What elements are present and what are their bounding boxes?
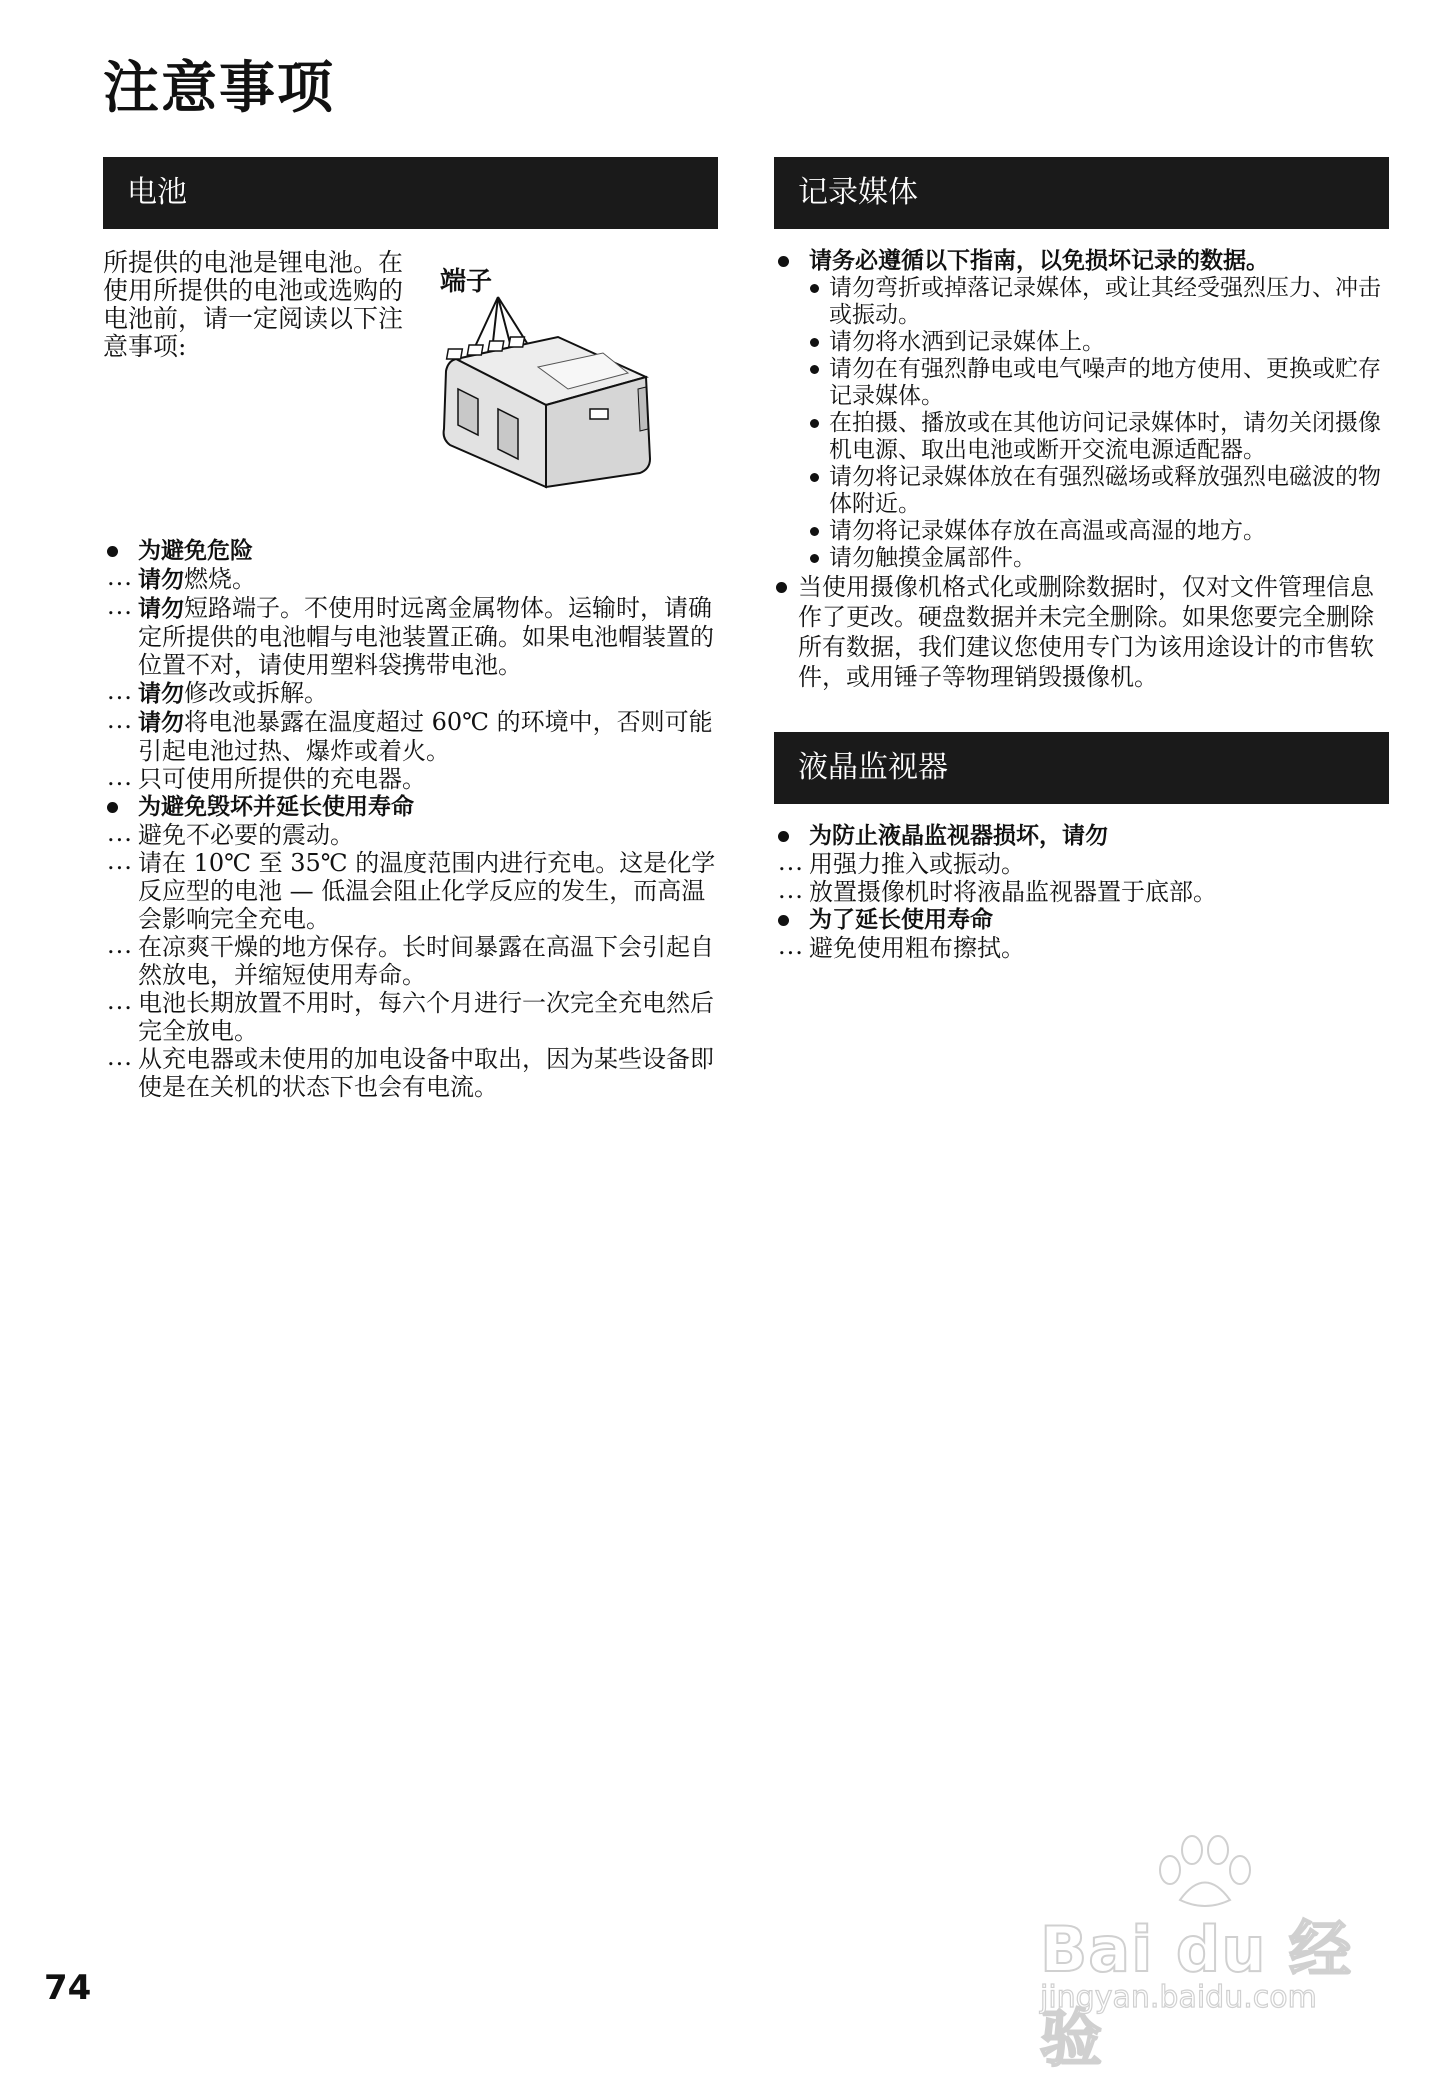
danger-item: ... 请勿短路端子。不使用时远离金属物体。运输时，请确定所提供的电池帽与电池装置正确。如果电池帽装置的位置不对，请使用塑料袋携带电池。 bbox=[103, 594, 718, 679]
battery-intro: 所提供的电池是锂电池。在使用所提供的电池或选购的电池前，请一定阅读以下注意事项: bbox=[103, 248, 404, 361]
media-format-note: 当使用摄像机格式化或删除数据时，仅对文件管理信息作了更改。硬盘数据并未完全删除。如果您要完全删除所有数据，我们建议您使用专门为该用途设计的市售软件，或用锤子等物理销毁摄像机。 bbox=[774, 572, 1389, 692]
media-guide-group bbox=[774, 275, 1389, 572]
media-notes bbox=[774, 247, 1389, 692]
page-title: 注意事项 bbox=[103, 56, 335, 121]
battery-notes bbox=[103, 537, 718, 1101]
media-guide-list bbox=[774, 275, 1389, 572]
damage-item: ... 在凉爽干燥的地方保存。长时间暴露在高温下会引起自然放电，并缩短使用寿命。 bbox=[103, 933, 718, 989]
damage-heading: 为避免毁坏并延长使用寿命 bbox=[103, 793, 718, 821]
media-guide-item: 请勿将记录媒体放在有强烈磁场或释放强烈电磁波的物体附近。 bbox=[774, 464, 1389, 518]
media-guide-item: 请勿触摸金属部件。 bbox=[774, 545, 1389, 572]
media-guide-item: 在拍摄、播放或在其他访问记录媒体时，请勿关闭摄像机电源、取出电池或断开交流电源适配器。 bbox=[774, 410, 1389, 464]
media-guide-item: 请勿在有强烈静电或电气噪声的地方使用、更换或贮存记录媒体。 bbox=[774, 356, 1389, 410]
terminal-label: 端子 bbox=[440, 267, 493, 297]
battery-section bbox=[103, 157, 718, 1101]
battery-intro-row bbox=[103, 229, 718, 509]
watermark-sub: jingyan.baidu.com bbox=[1040, 1980, 1317, 2015]
media-guide-item: 请勿将水洒到记录媒体上。 bbox=[774, 329, 1389, 356]
baidu-watermark bbox=[1030, 1830, 1400, 2075]
media-guide-item: 请勿弯折或掉落记录媒体，或让其经受强烈压力、冲击或振动。 bbox=[774, 275, 1389, 329]
damage-item: ... 请在 10℃ 至 35℃ 的温度范围内进行充电。这是化学反应型的电池 — 低温会阻止化学反应的发生，而高温会影响完全充电。 bbox=[103, 849, 718, 933]
lcd-header: 液晶监视器 bbox=[774, 732, 1389, 804]
danger-item: ... 请勿燃烧。 bbox=[103, 565, 718, 594]
lcd-notes bbox=[774, 822, 1389, 962]
media-header: 记录媒体 bbox=[774, 157, 1389, 229]
damage-item: ... 避免不必要的震动。 bbox=[103, 821, 718, 849]
lcd-life-heading: 为了延长使用寿命 bbox=[774, 906, 1389, 934]
lcd-protect-item: ... 用强力推入或振动。 bbox=[774, 850, 1389, 878]
media-guide-item: 请勿将记录媒体存放在高温或高湿的地方。 bbox=[774, 518, 1389, 545]
danger-item: ... 请勿将电池暴露在温度超过 60℃ 的环境中，否则可能引起电池过热、爆炸或着火。 bbox=[103, 708, 718, 765]
damage-item: ... 从充电器或未使用的加电设备中取出，因为某些设备即使是在关机的状态下也会有电流。 bbox=[103, 1045, 718, 1101]
battery-header: 电池 bbox=[103, 157, 718, 229]
damage-item: ... 电池长期放置不用时，每六个月进行一次完全充电然后完全放电。 bbox=[103, 989, 718, 1045]
lcd-protect-heading: 为防止液晶监视器损坏，请勿 bbox=[774, 822, 1389, 850]
paw-icon bbox=[1150, 1830, 1260, 1910]
danger-item: ... 只可使用所提供的充电器。 bbox=[103, 765, 718, 793]
right-column bbox=[774, 157, 1389, 962]
danger-item: ... 请勿修改或拆解。 bbox=[103, 679, 718, 708]
watermark-main: Bai du 经验 bbox=[1040, 1913, 1353, 2075]
battery-figure bbox=[428, 249, 678, 509]
page-number: 74 bbox=[44, 1968, 92, 2008]
media-guide-heading: 请务必遵循以下指南，以免损坏记录的数据。 bbox=[774, 247, 1389, 275]
lcd-life-item: ... 避免使用粗布擦拭。 bbox=[774, 934, 1389, 962]
lcd-protect-item: ... 放置摄像机时将液晶监视器置于底部。 bbox=[774, 878, 1389, 906]
danger-heading: 为避免危险 bbox=[103, 537, 718, 565]
